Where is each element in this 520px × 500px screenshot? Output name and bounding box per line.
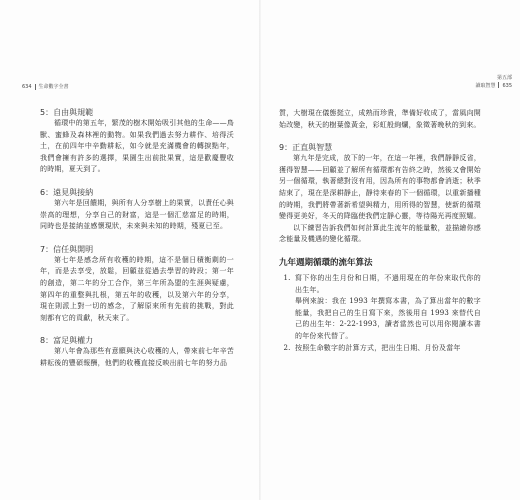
left-page-body — [40, 108, 234, 370]
left-running-header — [22, 83, 69, 90]
section-heading-8: 8：富足與權力 — [40, 336, 94, 346]
section-heading-6: 6：遠見與接納 — [40, 187, 94, 197]
right-page — [261, 0, 520, 500]
section-heading-7: 7：信任與開明 — [40, 244, 94, 254]
step-1-instruction: 1. 寫下你的出生月份和日期，不過用現在的年份來取代你的出生年。 — [295, 273, 481, 294]
section-9-paragraph: 第九年是完成，放下的一年，在這一年裡，我們靜靜反省，獲得智慧——回顧並了解所有循環都有告終之時，然後又會開始另一個循環，執著總對沒有用，因為所有的事物都會消逝；秋季結束了，現在是深耕靜止，靜待來春的下一個循環，以重新播種的時期，我們將帶著新希望與精力，用所得的智慧，使新的循環變得更美好，冬天的降臨使我們定靜心靈，等待陽光再度照耀。 — [279, 154, 481, 221]
step-2-instruction: 2. 按照生命數字的計算方式，把出生日期、月份及當年 — [295, 343, 461, 352]
book-title: 生命數字全書 — [38, 84, 69, 90]
exercise-steps — [279, 273, 481, 354]
section-7-paragraph: 第七年是感念所有收穫的時期，這不是個日積衡剩的一年，而是去享受，放鬆，回顧並從過去學習的時段；第一年的創造，第二年的分工合作，第三年所為盟的生涯與疑慮，第四年的重整與扎根，第五年的收穫，以及第六年的分享，現在則派上對一切的感念，了解原來所有先前的挑戰，對此刻都有它的貢獻，秋天來了。 — [40, 255, 234, 322]
section-heading-9: 9：正直與智慧 — [279, 143, 333, 153]
section-heading-5: 5：自由與規範 — [40, 108, 94, 117]
section-8-paragraph: 第八年會為那些有意願與決心收穫的人，帶來前七年辛苦耕耘後的豐碩報酬，他們的收穫直接反映出前七年的努力品 — [40, 347, 234, 367]
left-page-number: 634 — [22, 84, 32, 90]
section-5-paragraph: 循環中的第五年，繁茂的樹木開始吸引其他的生命——鳥獸、蜜蜂及森林裡的動物。如果我們過去努力耕作、培得沃土，在前四年中辛勤耕耘，如今就是充滿機會的轉捩點年，我們會擁有許多的選擇，果園生出前批果實，這是歡慶豐收的時期，夏天到了。 — [40, 119, 234, 174]
exercise-intro-paragraph: 以下練習告訴我們如何計算此生流年的能量數，並描繪你感念能量及機遇的變化循環。 — [279, 223, 481, 244]
section-6-paragraph: 第六年是回饋期，與所有人分享樹上的果實，以責任心與崇高的理想，分享自己的財富，這是一個汇慈富足的時期，同時也是接納並感懷現狀，未來與未知的時期，殘夏已至。 — [40, 198, 234, 231]
exercise-step — [293, 343, 481, 355]
header-divider — [35, 84, 36, 90]
step-1-example: 舉例來說：我在 1993 年撰寫本書，為了算出當年的數字能量，我把自己的生日寫下來，然後用自 1993 來替代自己的出生年：2-22-1993，讀者當然也可以用你閱讀本書的年份來代替了。 — [295, 297, 481, 340]
right-running-header — [475, 75, 512, 90]
exercise-title: 九年週期循環的流年算法 — [279, 257, 373, 268]
right-page-number: 635 — [502, 82, 512, 89]
left-page — [0, 0, 259, 500]
exercise-step — [293, 273, 481, 343]
part-label: 第五部 — [496, 75, 512, 81]
continued-paragraph: 質，大樹現在儀態挺立，成熟而珍貴，準備好收成了，當風向開始改變，秋天的樹葉像黃金，彩虹般絢爛，象徵著晚秋的到來。 — [279, 109, 481, 129]
part-title: 讀取智慧 — [475, 82, 496, 89]
header-divider — [498, 82, 499, 88]
right-page-body — [279, 108, 481, 354]
